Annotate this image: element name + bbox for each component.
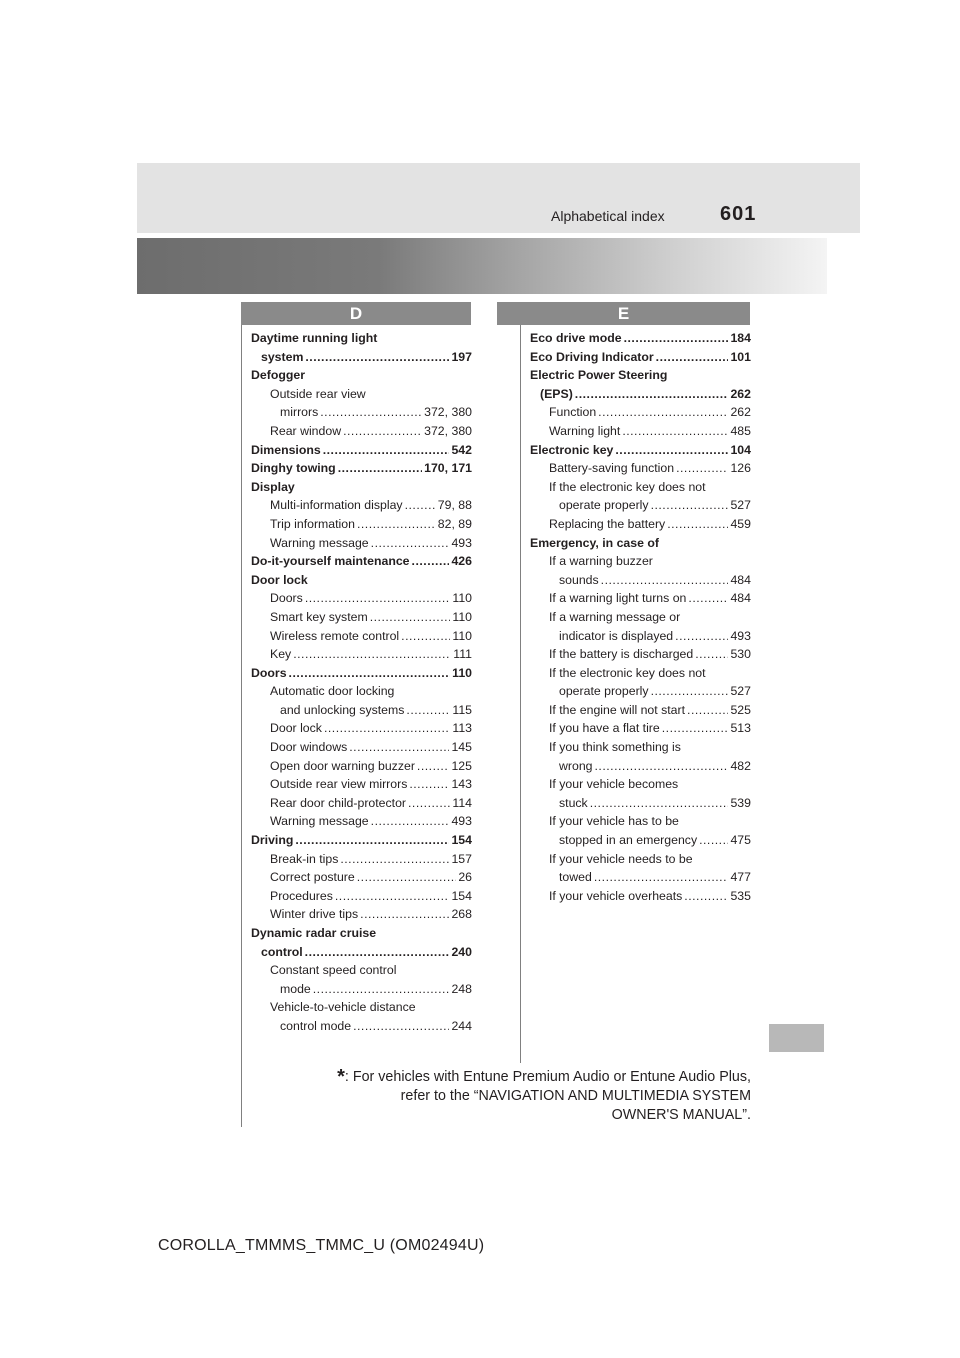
leader-dots xyxy=(357,868,457,887)
entry-text: Dinghy towing xyxy=(251,461,336,476)
leader-dots xyxy=(320,403,422,422)
section-title: Alphabetical index xyxy=(551,208,665,224)
entry-text: Rear window xyxy=(270,423,342,438)
leader-dots xyxy=(601,571,729,590)
leader-dots xyxy=(651,682,729,701)
leader-dots xyxy=(323,441,450,460)
index-subentry xyxy=(251,701,472,720)
entry-text: Warning message xyxy=(270,535,369,550)
entry-text: If your vehicle overheats xyxy=(549,888,683,903)
index-subentry xyxy=(530,645,751,664)
page-ref: 372, 380 xyxy=(424,423,472,438)
page-ref: 145 xyxy=(451,740,472,755)
page-ref: 154 xyxy=(451,833,472,848)
index-subentry xyxy=(251,719,472,738)
index-subentry xyxy=(251,738,472,757)
index-heading: Defogger xyxy=(251,368,305,383)
index-subentry xyxy=(530,831,751,850)
entry-text: Battery-saving function xyxy=(549,461,675,476)
index-subentry: Vehicle-to-vehicle distance xyxy=(270,1000,416,1015)
page-number: 601 xyxy=(720,203,757,225)
leader-dots xyxy=(595,757,729,776)
index-heading xyxy=(251,664,472,683)
index-heading: Electric Power Steering xyxy=(530,368,668,383)
page-ref: 484 xyxy=(730,572,751,587)
entry-text: Warning message xyxy=(270,814,369,829)
entry-text: Break-in tips xyxy=(270,851,339,866)
index-subentry: If your vehicle becomes xyxy=(549,777,679,792)
index-heading xyxy=(530,329,751,348)
left-divider xyxy=(241,325,242,1127)
index-subentry xyxy=(251,534,472,553)
entry-text: Smart key system xyxy=(270,609,368,624)
index-subentry: If your vehicle has to be xyxy=(549,814,679,829)
entry-text: Do-it-yourself maintenance xyxy=(251,554,410,569)
index-subentry xyxy=(530,571,751,590)
index-heading: Daytime running light xyxy=(251,331,378,345)
leader-dots xyxy=(338,459,422,478)
page-ref: 482 xyxy=(730,758,751,773)
index-subentry xyxy=(251,608,472,627)
index-subentry xyxy=(251,850,472,869)
index-subentry xyxy=(530,403,751,422)
page-ref: 268 xyxy=(451,907,472,922)
leader-dots xyxy=(590,794,729,813)
page-ref: 525 xyxy=(730,702,751,717)
leader-dots xyxy=(575,385,729,404)
entry-text: Warning light xyxy=(549,423,621,438)
page-ref: 426 xyxy=(451,554,472,569)
entry-text: Dimensions xyxy=(251,442,321,457)
leader-dots xyxy=(401,627,450,646)
index-subentry xyxy=(251,812,472,831)
page-ref: 513 xyxy=(730,721,751,736)
entry-text: towed xyxy=(559,870,592,885)
page-ref: 111 xyxy=(453,647,472,662)
entry-text: Key xyxy=(270,647,292,662)
page-ref: 154 xyxy=(451,888,472,903)
leader-dots xyxy=(293,645,451,664)
index-subentry xyxy=(530,459,751,478)
index-subentry xyxy=(530,757,751,776)
entry-text: If the engine will not start xyxy=(549,702,686,717)
entry-text: Rear door child-protector xyxy=(270,795,407,810)
leader-dots xyxy=(324,719,450,738)
index-subentry xyxy=(251,794,472,813)
page-ref: 79, 88 xyxy=(437,498,472,513)
leader-dots xyxy=(699,831,728,850)
entry-text: Door lock xyxy=(270,721,322,736)
entry-text: Winter drive tips xyxy=(270,907,359,922)
page-ref: 485 xyxy=(730,423,751,438)
page-ref: 542 xyxy=(451,442,472,457)
index-subentry xyxy=(251,403,472,422)
entry-text: (EPS) xyxy=(540,386,573,401)
index-subentry xyxy=(251,627,472,646)
index-subentry: If a warning buzzer xyxy=(549,554,653,569)
index-subentry xyxy=(530,496,751,515)
page-ref: 372, 380 xyxy=(424,405,472,420)
leader-dots xyxy=(688,589,728,608)
leader-dots xyxy=(675,627,728,646)
index-subentry xyxy=(251,422,472,441)
footnote-line-3: OWNER'S MANUAL”. xyxy=(611,1107,751,1123)
page-ref: 110 xyxy=(452,609,472,624)
index-subentry xyxy=(251,515,472,534)
leader-dots xyxy=(615,441,728,460)
leader-dots xyxy=(412,552,450,571)
page-ref: 26 xyxy=(458,870,472,885)
index-column-d xyxy=(251,329,472,1036)
entry-text: Function xyxy=(549,405,597,420)
page-ref: 110 xyxy=(452,665,472,680)
entry-text: stopped in an emergency xyxy=(559,833,698,848)
index-heading: Dynamic radar cruise xyxy=(251,926,377,940)
leader-dots xyxy=(695,645,728,664)
page-ref: 539 xyxy=(730,795,751,810)
index-subentry xyxy=(251,980,472,999)
index-heading xyxy=(530,348,751,367)
leader-dots xyxy=(305,943,450,962)
index-subentry: If you think something is xyxy=(549,740,681,755)
entry-text: Doors xyxy=(270,591,303,606)
leader-dots xyxy=(357,515,436,534)
page-ref: 527 xyxy=(730,498,751,513)
index-subentry xyxy=(251,905,472,924)
page-ref: 493 xyxy=(730,628,751,643)
page-ref: 126 xyxy=(730,461,751,476)
entry-text: Outside rear view mirrors xyxy=(270,777,408,792)
page-ref: 484 xyxy=(730,591,751,606)
gradient-banner xyxy=(137,238,827,294)
leader-dots xyxy=(409,775,449,794)
page-ref: 262 xyxy=(730,405,751,420)
page-ref: 157 xyxy=(451,851,472,866)
index-subentry xyxy=(530,682,751,701)
entry-text: Eco Driving Indicator xyxy=(530,349,654,364)
leader-dots xyxy=(651,496,729,515)
entry-text: operate properly xyxy=(559,498,649,513)
index-subentry xyxy=(251,496,472,515)
index-heading xyxy=(251,348,472,367)
entry-text: indicator is displayed xyxy=(559,628,674,643)
leader-dots xyxy=(360,905,449,924)
page-ref: 262 xyxy=(730,386,751,401)
entry-text: Wireless remote control xyxy=(270,628,400,643)
leader-dots xyxy=(305,589,451,608)
leader-dots xyxy=(406,701,450,720)
index-heading xyxy=(251,552,472,571)
page-ref: 184 xyxy=(730,331,751,345)
footnote-marker: * xyxy=(337,1066,345,1088)
index-heading xyxy=(251,441,472,460)
page-ref: 535 xyxy=(730,888,751,903)
page-ref: 110 xyxy=(452,591,472,606)
entry-text: mirrors xyxy=(280,405,319,420)
entry-text: sounds xyxy=(559,572,599,587)
leader-dots xyxy=(408,794,450,813)
index-subentry: If the electronic key does not xyxy=(549,479,706,494)
leader-dots xyxy=(676,459,728,478)
page-ref: 101 xyxy=(730,349,751,364)
leader-dots xyxy=(371,534,450,553)
index-heading: Emergency, in case of xyxy=(530,535,659,550)
index-subentry xyxy=(251,757,472,776)
index-subentry: Outside rear view xyxy=(270,386,366,401)
page-ref: 110 xyxy=(452,628,472,643)
index-subentry xyxy=(530,868,751,887)
entry-text: Replacing the battery xyxy=(549,516,666,531)
column-header-e: E xyxy=(497,302,750,325)
page-ref: 114 xyxy=(452,795,472,810)
index-column-e xyxy=(530,329,751,905)
page-ref: 477 xyxy=(730,870,751,885)
index-subentry xyxy=(251,1017,472,1036)
column-header-d: D xyxy=(241,302,471,325)
index-subentry: If the electronic key does not xyxy=(549,665,706,680)
center-divider xyxy=(520,325,521,1063)
page-ref: 197 xyxy=(451,349,472,364)
index-subentry xyxy=(530,627,751,646)
entry-text: operate properly xyxy=(559,684,649,699)
leader-dots xyxy=(687,701,728,720)
index-subentry xyxy=(530,887,751,906)
leader-dots xyxy=(684,887,728,906)
leader-dots xyxy=(340,850,449,869)
page-ref: 113 xyxy=(452,721,472,736)
page-ref: 82, 89 xyxy=(437,516,472,531)
entry-text: control mode xyxy=(280,1018,352,1033)
leader-dots xyxy=(594,868,729,887)
footnote-line-1: : For vehicles with Entune Premium Audio or Entune Audio Plus, xyxy=(344,1069,751,1085)
index-subentry xyxy=(530,422,751,441)
leader-dots xyxy=(405,496,436,515)
index-heading xyxy=(251,943,472,962)
index-heading xyxy=(530,441,751,460)
index-heading xyxy=(530,385,751,404)
entry-text: Doors xyxy=(251,665,287,680)
index-heading: Display xyxy=(251,479,295,494)
page-ref: 104 xyxy=(730,442,751,457)
page-ref: 240 xyxy=(451,944,472,959)
entry-text: Trip information xyxy=(270,516,355,531)
page-ref: 475 xyxy=(730,833,751,848)
entry-text: control xyxy=(261,944,303,959)
leader-dots xyxy=(417,757,450,776)
index-subentry xyxy=(530,701,751,720)
entry-text: stuck xyxy=(559,795,588,810)
entry-text: system xyxy=(261,349,304,364)
entry-text: If you have a flat tire xyxy=(549,721,660,736)
index-subentry xyxy=(251,645,472,664)
index-subentry xyxy=(251,868,472,887)
page-ref: 459 xyxy=(730,516,751,531)
page-ref: 244 xyxy=(451,1018,472,1033)
index-subentry xyxy=(251,887,472,906)
index-subentry xyxy=(530,719,751,738)
leader-dots xyxy=(335,887,450,906)
entry-text: Door windows xyxy=(270,740,348,755)
entry-text: Electronic key xyxy=(530,442,614,457)
index-subentry xyxy=(251,775,472,794)
entry-text: If the battery is discharged xyxy=(549,647,694,662)
index-subentry xyxy=(530,515,751,534)
entry-text: If a warning light turns on xyxy=(549,591,687,606)
leader-dots xyxy=(289,664,451,683)
index-heading xyxy=(251,831,472,850)
leader-dots xyxy=(598,403,728,422)
page-ref: 143 xyxy=(451,777,472,792)
leader-dots xyxy=(313,980,450,999)
leader-dots xyxy=(622,422,728,441)
index-subentry xyxy=(530,589,751,608)
leader-dots xyxy=(305,348,449,367)
entry-text: Procedures xyxy=(270,888,333,903)
footnote-line-2: refer to the “NAVIGATION AND MULTIMEDIA SYSTEM xyxy=(400,1088,751,1104)
index-subentry: Constant speed control xyxy=(270,963,397,978)
entry-text: Open door warning buzzer xyxy=(270,758,415,773)
footnote xyxy=(270,1068,751,1125)
page-ref: 125 xyxy=(451,758,472,773)
index-subentry: If a warning message or xyxy=(549,609,681,624)
index-heading xyxy=(251,459,472,478)
index-subentry: If your vehicle needs to be xyxy=(549,851,693,866)
entry-text: Driving xyxy=(251,833,294,848)
entry-text: wrong xyxy=(559,758,593,773)
page-ref: 527 xyxy=(730,684,751,699)
index-subentry xyxy=(530,794,751,813)
entry-text: and unlocking systems xyxy=(280,702,405,717)
manual-id-footer: COROLLA_TMMMS_TMMC_U (OM02494U) xyxy=(158,1237,485,1254)
page-ref: 493 xyxy=(451,814,472,829)
index-heading: Door lock xyxy=(251,572,308,587)
page-ref: 248 xyxy=(451,981,472,996)
index-subentry: Automatic door locking xyxy=(270,684,395,699)
leader-dots xyxy=(343,422,422,441)
page-ref: 530 xyxy=(730,647,751,662)
entry-text: mode xyxy=(280,981,311,996)
page-ref: 493 xyxy=(451,535,472,550)
page-ref: 115 xyxy=(452,702,472,717)
entry-text: Eco drive mode xyxy=(530,331,622,345)
index-subentry xyxy=(251,589,472,608)
leader-dots xyxy=(353,1017,449,1036)
leader-dots xyxy=(667,515,728,534)
leader-dots xyxy=(624,329,729,348)
leader-dots xyxy=(370,608,451,627)
leader-dots xyxy=(656,348,729,367)
entry-text: Multi-information display xyxy=(270,498,403,513)
entry-text: Correct posture xyxy=(270,870,355,885)
leader-dots xyxy=(371,812,450,831)
leader-dots xyxy=(662,719,729,738)
leader-dots xyxy=(295,831,449,850)
leader-dots xyxy=(349,738,449,757)
page-ref: 170, 171 xyxy=(424,461,472,476)
chapter-side-tab xyxy=(769,1024,824,1052)
